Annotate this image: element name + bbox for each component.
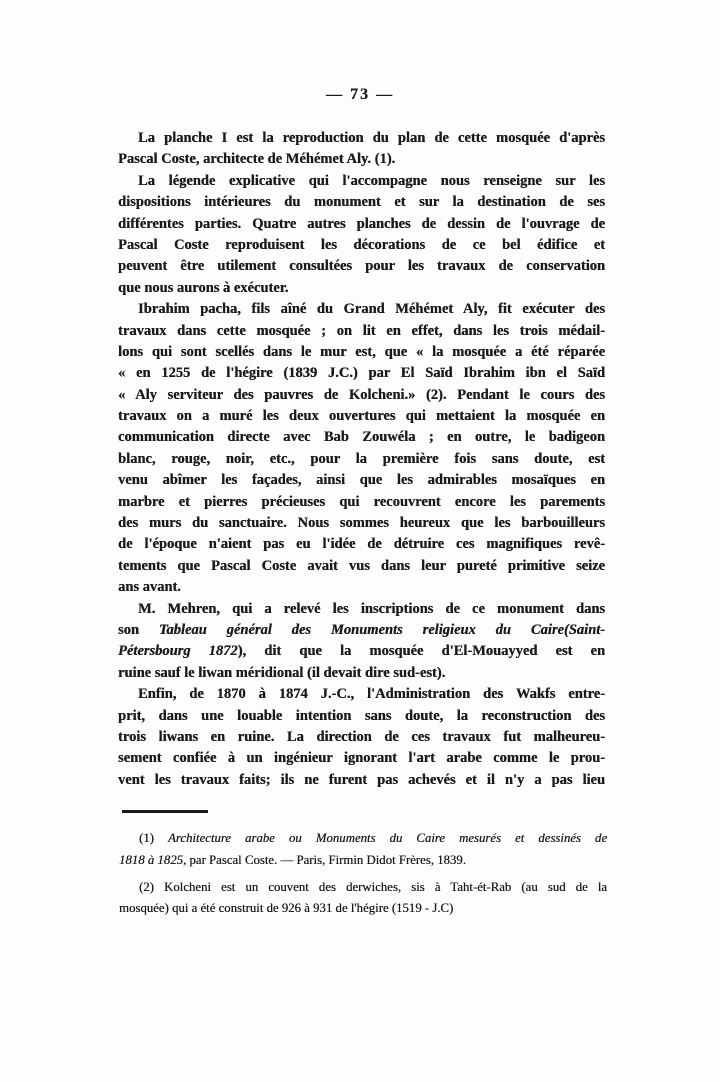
text-line xyxy=(118,599,605,620)
text-line xyxy=(119,850,607,872)
paragraph xyxy=(118,171,605,299)
plain-text: travaux on a muré les deux ouvertures qui mettaient la mosquée en xyxy=(118,408,605,425)
text-line xyxy=(119,828,607,850)
text-line xyxy=(118,513,605,534)
text-line xyxy=(118,620,605,641)
footnotes xyxy=(119,828,607,920)
text-line xyxy=(118,770,605,791)
text-line xyxy=(118,706,605,727)
footnote-separator-rule xyxy=(122,810,208,813)
plain-text: Enfin, de 1870 à 1874 J.-C., l'Administration des Wakfs entre- xyxy=(138,686,605,703)
plain-text: « en 1255 de l'hégire (1839 J.C.) par El Saïd Ibrahim ibn el Saïd xyxy=(118,365,605,382)
text-line xyxy=(118,492,605,513)
plain-text: des murs du sanctuaire. Nous sommes heureux que les barbouilleurs xyxy=(118,515,605,532)
text-line xyxy=(118,727,605,748)
text-line xyxy=(118,406,605,427)
text-line xyxy=(118,299,605,320)
plain-text: ans avant. xyxy=(118,579,181,596)
text-line xyxy=(118,684,605,705)
plain-text: son xyxy=(118,621,159,638)
plain-text: Pascal Coste reproduisent les décorations de ce bel édifice et xyxy=(118,236,605,253)
text-line xyxy=(118,556,605,577)
text-line xyxy=(118,363,605,384)
body-text xyxy=(118,128,605,791)
italic-text: Tableau général des Monuments religieux du Caire xyxy=(158,621,564,638)
plain-text: Ibrahim pacha, fils aîné du Grand Méhémet Aly, fit exécuter des xyxy=(138,301,605,318)
plain-text: La planche I est la reproduction du plan de cette mosquée d'après xyxy=(138,130,605,146)
plain-text: Pascal Coste, architecte de Méhémet Aly. (1). xyxy=(118,151,396,168)
plain-text: de l'époque n'aient pas eu l'idée de détruire ces magnifiques revê- xyxy=(118,536,605,553)
plain-text: trois liwans en ruine. La direction de ces travaux fut malheureu- xyxy=(118,728,605,745)
text-line xyxy=(118,214,605,235)
paragraph xyxy=(118,599,605,685)
plain-text: prit, dans une louable intention sans doute, la reconstruction des xyxy=(118,707,605,724)
text-line xyxy=(119,898,607,920)
plain-text: La légende explicative qui l'accompagne nous renseigne sur les xyxy=(138,172,605,189)
text-line xyxy=(118,321,605,342)
plain-text: mosquée) qui a été construit de 926 à 931 de l'hégire (1519 - J.C) xyxy=(119,901,454,916)
text-line xyxy=(118,192,605,213)
text-line xyxy=(118,534,605,555)
italic-text: Pétersbourg 1872 xyxy=(118,643,238,660)
text-line xyxy=(118,128,605,149)
plain-text: blanc, rouge, noir, etc., pour la première fois sans doute, est xyxy=(118,450,605,467)
plain-text: ruine sauf le liwan méridional (il devait dire sud-est). xyxy=(118,664,446,681)
plain-text: différentes parties. Quatre autres planches de dessin de l'ouvrage de xyxy=(118,215,605,232)
plain-text: peuvent être utilement consultées pour les travaux de conservation xyxy=(118,258,605,275)
italic-text: (Saint- xyxy=(563,621,605,638)
plain-text: dispositions intérieures du monument et sur la destination de ses xyxy=(118,194,605,211)
plain-text: communication directe avec Bab Zouwéla ; en outre, le badigeon xyxy=(118,429,605,446)
italic-text: 1818 à 1825 xyxy=(119,852,183,867)
plain-text: que nous aurons à exécuter. xyxy=(118,279,289,296)
plain-text: tements que Pascal Coste avait vus dans leur pureté primitive seize xyxy=(118,557,605,574)
plain-text: vent les travaux faits; ils ne furent pas achevés et il n'y a pas lieu xyxy=(118,771,605,788)
page-number: — 73 — xyxy=(326,86,394,103)
text-line xyxy=(118,256,605,277)
plain-text: travaux dans cette mosquée ; on lit en effet, dans les trois médail- xyxy=(118,322,605,339)
text-line xyxy=(118,342,605,363)
plain-text: lons qui sont scellés dans le mur est, que « la mosquée a été réparée xyxy=(118,343,605,360)
text-line xyxy=(118,641,605,662)
footnote xyxy=(119,877,607,921)
text-line xyxy=(118,577,605,598)
plain-text: (1) xyxy=(139,831,168,845)
plain-text: , par Pascal Coste. — Paris, Firmin Didot Frères, 1839. xyxy=(182,852,466,867)
paragraph xyxy=(118,299,605,598)
plain-text: « Aly serviteur des pauvres de Kolcheni.» (2). Pendant le cours des xyxy=(118,386,605,403)
text-line xyxy=(118,427,605,448)
text-line xyxy=(118,149,605,170)
text-line xyxy=(118,470,605,491)
text-line xyxy=(118,171,605,192)
italic-text: Architecture arabe ou Monuments du Caire mesurés et dessinés de xyxy=(167,831,607,845)
text-line xyxy=(118,278,605,299)
text-line xyxy=(118,663,605,684)
plain-text: sement confiée à un ingénieur ignorant l'art arabe comme le prou- xyxy=(118,750,605,767)
plain-text: (2) Kolcheni est un couvent des derwiches, sis à Taht-ét-Rab (au sud de la xyxy=(139,879,607,894)
plain-text: venu abîmer les façades, ainsi que les admirables mosaïques en xyxy=(118,472,605,489)
text-line xyxy=(118,449,605,470)
plain-text: marbre et pierres précieuses qui recouvrent encore les parements xyxy=(118,493,605,510)
text-line xyxy=(118,385,605,406)
text-line xyxy=(118,748,605,769)
plain-text: ), dit que la mosquée d'El-Mouayyed est en xyxy=(237,643,605,660)
plain-text: M. Mehren, qui a relevé les inscriptions de ce monument dans xyxy=(138,600,605,617)
footnote xyxy=(119,828,607,872)
paragraph xyxy=(118,684,605,791)
text-line xyxy=(118,235,605,256)
text-line xyxy=(119,877,607,899)
paragraph xyxy=(118,128,605,171)
